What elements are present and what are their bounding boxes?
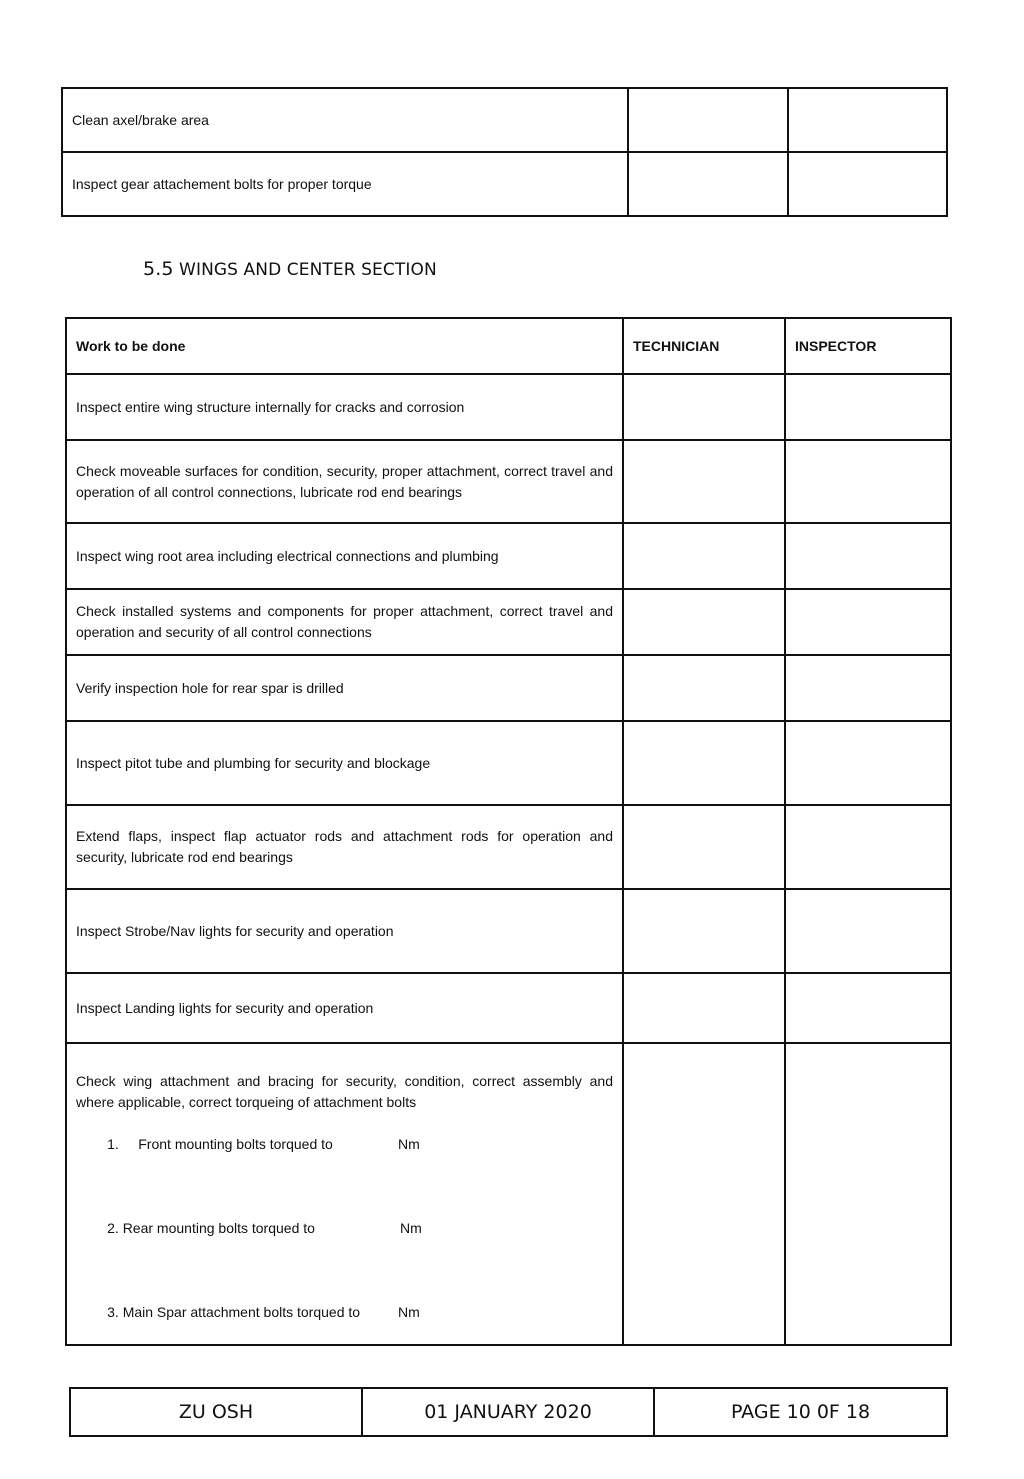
inspector-header: INSPECTOR (785, 318, 951, 374)
inspector-signoff-cell[interactable] (788, 152, 947, 216)
torque-item-main-spar (76, 1281, 613, 1344)
inspector-signoff-cell[interactable] (785, 374, 951, 440)
task-text: Clean axel/brake area (62, 88, 628, 152)
torque-unit: Nm (400, 1220, 422, 1236)
previous-checklist-table (61, 87, 948, 217)
inspector-signoff-cell[interactable] (785, 805, 951, 889)
section-heading (143, 258, 437, 280)
table-row (66, 889, 951, 973)
technician-signoff-cell[interactable] (628, 88, 788, 152)
inspector-signoff-cell[interactable] (788, 88, 947, 152)
torque-unit: Nm (398, 1304, 420, 1320)
inspector-signoff-cell[interactable] (785, 589, 951, 655)
task-text: Extend flaps, inspect flap actuator rods and attachment rods for operation and security, lubricate rod end bearings (66, 805, 623, 889)
task-cell-wing-attachment (66, 1043, 623, 1345)
inspector-signoff-cell[interactable] (785, 1043, 951, 1345)
torque-label: 3. Main Spar attachment bolts torqued to (107, 1304, 361, 1320)
table-row (66, 655, 951, 721)
technician-signoff-cell[interactable] (623, 973, 785, 1043)
task-text: Check moveable surfaces for condition, security, proper attachment, correct travel and operation of all control connections, lubricate rod end bearings (66, 440, 623, 523)
task-text: Inspect entire wing structure internally for cracks and corrosion (66, 374, 623, 440)
technician-signoff-cell[interactable] (623, 589, 785, 655)
torque-label: 1. Front mounting bolts torqued to (107, 1136, 333, 1152)
table-row (66, 440, 951, 523)
table-row (66, 721, 951, 805)
work-header: Work to be done (66, 318, 623, 374)
torque-item-front (76, 1113, 613, 1176)
table-row (66, 589, 951, 655)
task-text: Inspect wing root area including electrical connections and plumbing (66, 523, 623, 589)
technician-header: TECHNICIAN (623, 318, 785, 374)
torque-label: 2. Rear mounting bolts torqued to (107, 1220, 315, 1236)
inspector-signoff-cell[interactable] (785, 889, 951, 973)
section-number: 5.5 (143, 258, 174, 280)
header-row (66, 318, 951, 374)
technician-signoff-cell[interactable] (623, 523, 785, 589)
inspector-signoff-cell[interactable] (785, 440, 951, 523)
technician-signoff-cell[interactable] (623, 721, 785, 805)
table-row (66, 523, 951, 589)
technician-signoff-cell[interactable] (623, 1043, 785, 1345)
task-text: Check installed systems and components for proper attachment, correct travel and operation and security of all control connections (66, 589, 623, 655)
footer-row (70, 1388, 947, 1436)
page-footer (69, 1387, 948, 1437)
inspector-signoff-cell[interactable] (785, 973, 951, 1043)
technician-signoff-cell[interactable] (628, 152, 788, 216)
task-text: Verify inspection hole for rear spar is drilled (66, 655, 623, 721)
table-row (66, 1043, 951, 1345)
technician-signoff-cell[interactable] (623, 440, 785, 523)
technician-signoff-cell[interactable] (623, 655, 785, 721)
task-text: Inspect Landing lights for security and operation (66, 973, 623, 1043)
wings-checklist-table (65, 317, 952, 1346)
torque-unit: Nm (398, 1136, 420, 1152)
torque-item-rear (76, 1197, 613, 1260)
task-text: Check wing attachment and bracing for security, condition, correct assembly and where applicable, correct torqueing of attachment bolts (76, 1073, 613, 1110)
table-row (62, 152, 947, 216)
table-row (66, 805, 951, 889)
footer-aircraft: ZU OSH (70, 1388, 362, 1436)
task-text: Inspect Strobe/Nav lights for security and operation (66, 889, 623, 973)
technician-signoff-cell[interactable] (623, 889, 785, 973)
inspector-signoff-cell[interactable] (785, 655, 951, 721)
inspector-signoff-cell[interactable] (785, 523, 951, 589)
technician-signoff-cell[interactable] (623, 805, 785, 889)
task-text: Inspect gear attachement bolts for proper torque (62, 152, 628, 216)
technician-signoff-cell[interactable] (623, 374, 785, 440)
table-row (62, 88, 947, 152)
section-title: WINGS AND CENTER SECTION (179, 260, 437, 280)
inspector-signoff-cell[interactable] (785, 721, 951, 805)
task-text: Inspect pitot tube and plumbing for security and blockage (66, 721, 623, 805)
table-row (66, 374, 951, 440)
footer-page-number: PAGE 10 0F 18 (654, 1388, 947, 1436)
table-row (66, 973, 951, 1043)
footer-date: 01 JANUARY 2020 (362, 1388, 654, 1436)
